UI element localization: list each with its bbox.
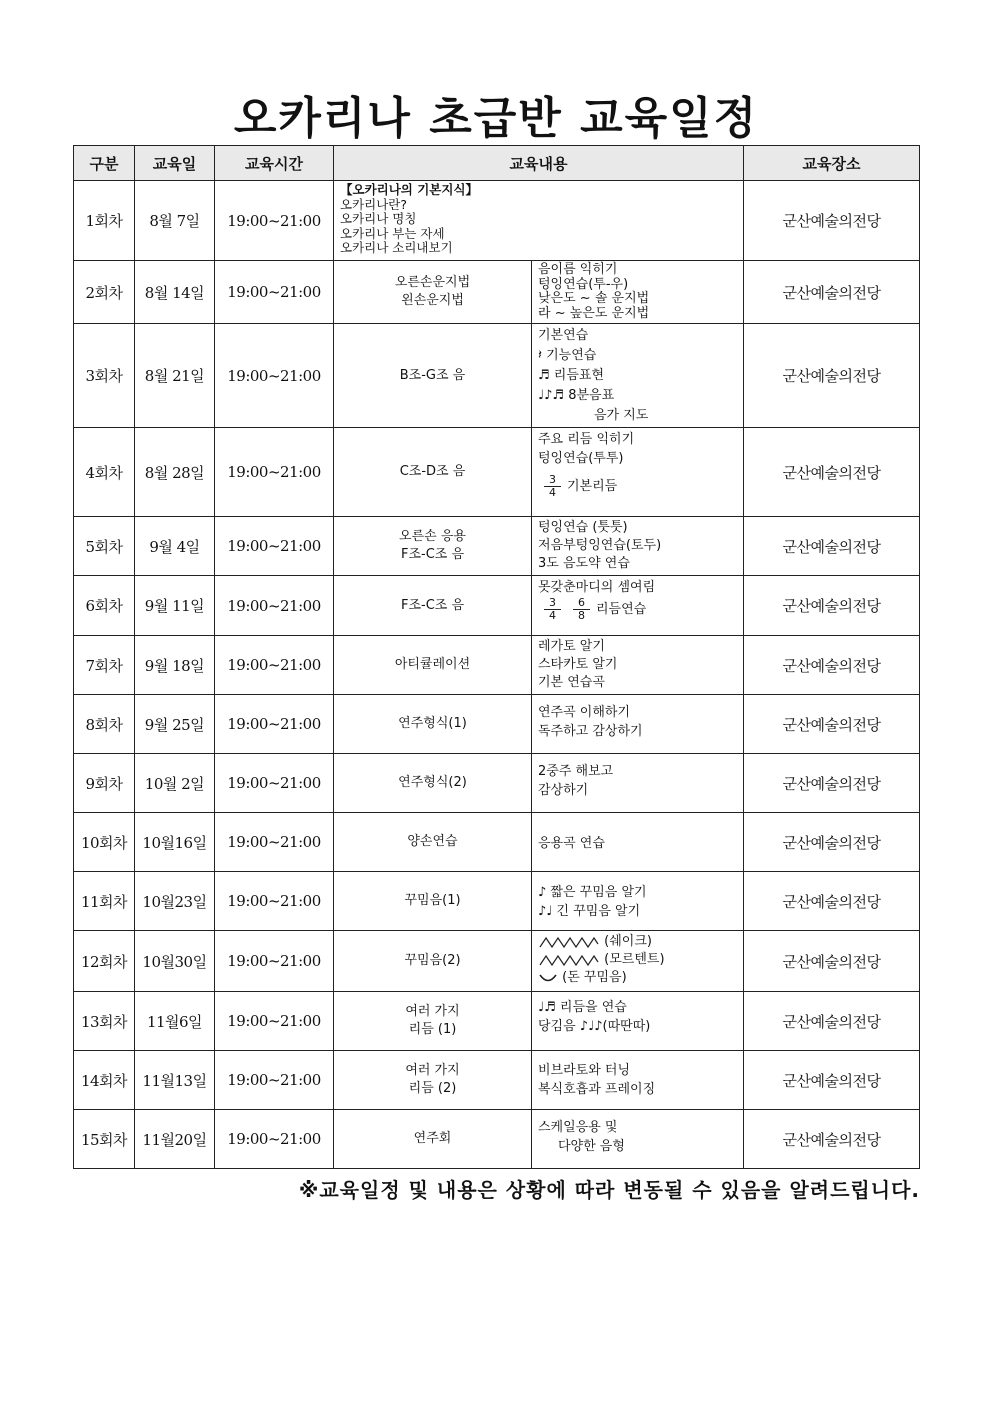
session-number: 7회차	[74, 636, 135, 695]
content-line: 오카리나 소리내보기	[340, 240, 453, 255]
session-number: 2회차	[74, 261, 135, 324]
time-signature	[544, 474, 561, 499]
session-time: 19:00~21:00	[215, 181, 334, 261]
detail-line: 라 ~ 높은도 운지법	[538, 305, 650, 321]
table-row	[74, 324, 920, 428]
detail-line: 레가토 알기	[538, 639, 605, 654]
topic-line: 양손연습	[407, 834, 458, 849]
session-date: 8월 7일	[135, 181, 215, 261]
table-header-row	[74, 146, 920, 181]
detail-line: 저음부텅잉연습(토두)	[538, 538, 662, 553]
content-line: 오카리나 부는 자세	[340, 225, 445, 241]
content-line: 오카리나 명칭	[340, 211, 417, 226]
detail-line: 기본연습	[538, 328, 589, 343]
session-topic	[334, 813, 532, 872]
session-time: 19:00~21:00	[215, 324, 334, 428]
session-time: 19:00~21:00	[215, 695, 334, 754]
detail-line: 감상하기	[538, 783, 589, 798]
table-row	[74, 1051, 920, 1110]
detail-line	[538, 951, 739, 969]
session-topic	[334, 931, 532, 992]
session-topic	[334, 517, 532, 576]
session-number: 3회차	[74, 324, 135, 428]
session-number: 9회차	[74, 754, 135, 813]
detail-line: 텅잉연습(투-우)	[538, 276, 629, 292]
time-signature-top: 3	[544, 474, 561, 487]
session-time: 19:00~21:00	[215, 261, 334, 324]
session-place: 군산예술의전당	[744, 324, 920, 428]
session-date: 8월 21일	[135, 324, 215, 428]
page-title: 오카리나 초급반 교육일정	[233, 93, 759, 144]
session-topic	[334, 1051, 532, 1110]
session-date: 8월 28일	[135, 428, 215, 517]
topic-line: 여러 가지	[405, 1004, 460, 1019]
session-date: 11월13일	[135, 1051, 215, 1110]
topic-line: 리듬 (2)	[408, 1081, 457, 1096]
topic-line: F조-C조 음	[400, 597, 465, 613]
session-topic	[334, 428, 532, 517]
table-row	[74, 992, 920, 1051]
topic-line: B조-G조 음	[399, 367, 466, 383]
topic-line: 리듬 (1)	[408, 1022, 457, 1037]
session-number: 6회차	[74, 576, 135, 636]
session-date: 10월23일	[135, 872, 215, 931]
time-signature-bottom: 4	[549, 486, 556, 499]
session-time: 19:00~21:00	[215, 872, 334, 931]
session-place: 군산예술의전당	[744, 181, 920, 261]
table-row	[74, 1110, 920, 1169]
detail-line: 기본 연습곡	[538, 675, 605, 690]
session-detail	[532, 872, 744, 931]
session-time: 19:00~21:00	[215, 992, 334, 1051]
detail-line: 복식호흡과 프레이징	[538, 1082, 656, 1097]
schedule-table	[73, 145, 920, 1169]
session-content	[334, 181, 744, 261]
session-number: 12회차	[74, 931, 135, 992]
session-place: 군산예술의전당	[744, 261, 920, 324]
session-place: 군산예술의전당	[744, 428, 920, 517]
detail-line: ♪♩ 긴 꾸밈음 알기	[538, 904, 641, 919]
session-time: 19:00~21:00	[215, 636, 334, 695]
session-place: 군산예술의전당	[744, 872, 920, 931]
time-signature	[544, 597, 561, 622]
shake-ornament-icon	[538, 935, 600, 949]
topic-line: 여러 가지	[405, 1063, 460, 1078]
detail-text: 리듬연습	[596, 602, 647, 617]
header-category: 구분	[74, 146, 135, 181]
session-time: 19:00~21:00	[215, 517, 334, 576]
session-time: 19:00~21:00	[215, 428, 334, 517]
session-number: 1회차	[74, 181, 135, 261]
detail-line: 음가 지도	[594, 408, 649, 423]
detail-line: ♬ 리듬표현	[538, 368, 605, 383]
session-detail	[532, 1110, 744, 1169]
detail-line: ♪ 짧은 꾸밈음 알기	[538, 885, 647, 900]
detail-line	[538, 474, 739, 499]
footer-note: ※교육일정 및 내용은 상황에 따라 변동될 수 있음을 알려드립니다.	[298, 1178, 920, 1202]
header-content: 교육내용	[334, 146, 744, 181]
session-time: 19:00~21:00	[215, 754, 334, 813]
topic-line: 연주회	[413, 1131, 452, 1146]
session-place: 군산예술의전당	[744, 992, 920, 1051]
topic-line: 연주형식(2)	[398, 775, 467, 790]
session-topic	[334, 324, 532, 428]
detail-line: 2중주 해보고	[538, 764, 614, 779]
session-date: 9월 4일	[135, 517, 215, 576]
topic-line: 오른손 응용	[399, 529, 466, 544]
table-row	[74, 428, 920, 517]
header-time: 교육시간	[215, 146, 334, 181]
mordent-icon	[538, 953, 600, 967]
time-signature-bottom: 8	[578, 609, 585, 622]
session-number: 5회차	[74, 517, 135, 576]
detail-line: 못갖춘마디의 셈여림	[538, 580, 656, 595]
session-place: 군산예술의전당	[744, 576, 920, 636]
header-place: 교육장소	[744, 146, 920, 181]
session-place: 군산예술의전당	[744, 517, 920, 576]
session-detail	[532, 261, 744, 324]
detail-line: 𝄽 기능연습	[538, 348, 597, 363]
detail-line: 독주하고 감상하기	[538, 724, 643, 739]
session-detail	[532, 324, 744, 428]
session-place: 군산예술의전당	[744, 754, 920, 813]
content-heading: 【오카리나의 기본지식】	[340, 182, 479, 197]
session-place: 군산예술의전당	[744, 1110, 920, 1169]
session-time: 19:00~21:00	[215, 576, 334, 636]
time-signature-bottom: 4	[549, 609, 556, 622]
table-row	[74, 181, 920, 261]
session-topic	[334, 872, 532, 931]
session-number: 10회차	[74, 813, 135, 872]
session-detail	[532, 428, 744, 517]
header-date: 교육일	[135, 146, 215, 181]
table-row	[74, 695, 920, 754]
session-number: 4회차	[74, 428, 135, 517]
table-row	[74, 576, 920, 636]
session-date: 9월 18일	[135, 636, 215, 695]
topic-line: 연주형식(1)	[398, 716, 467, 731]
detail-line: ♩♬ 리듬을 연습	[538, 1000, 627, 1015]
session-date: 10월 2일	[135, 754, 215, 813]
detail-line: 주요 리듬 익히기	[538, 432, 635, 447]
detail-line: ♩♪♬ 8분음표	[538, 388, 615, 403]
detail-line: 3도 음도약 연습	[538, 556, 630, 571]
session-date: 10월30일	[135, 931, 215, 992]
session-place: 군산예술의전당	[744, 1051, 920, 1110]
detail-line: 스케일응용 및	[538, 1120, 618, 1135]
session-date: 10월16일	[135, 813, 215, 872]
session-topic	[334, 695, 532, 754]
session-date: 9월 25일	[135, 695, 215, 754]
turn-ornament-icon	[538, 972, 558, 984]
session-place: 군산예술의전당	[744, 695, 920, 754]
detail-line	[538, 933, 739, 951]
session-detail	[532, 1051, 744, 1110]
session-detail	[532, 754, 744, 813]
detail-line: 음이름 익히기	[538, 262, 618, 277]
detail-line: 다양한 음형	[558, 1139, 625, 1154]
detail-line: 텅잉연습 (툿툿)	[538, 520, 628, 535]
detail-line: 텅잉연습(투투)	[538, 451, 624, 466]
session-detail	[532, 517, 744, 576]
detail-text: (쉐이크)	[604, 934, 652, 949]
table-row	[74, 636, 920, 695]
detail-text: 기본리듬	[567, 479, 618, 494]
detail-line	[538, 597, 739, 622]
time-signature-top: 3	[544, 597, 561, 610]
session-date: 8월 14일	[135, 261, 215, 324]
session-detail	[532, 992, 744, 1051]
session-number: 13회차	[74, 992, 135, 1051]
detail-line	[538, 969, 739, 987]
topic-line: 왼손운지법	[401, 293, 464, 308]
table-row	[74, 754, 920, 813]
session-topic	[334, 992, 532, 1051]
session-time: 19:00~21:00	[215, 1051, 334, 1110]
session-detail	[532, 576, 744, 636]
session-topic	[334, 754, 532, 813]
table-row	[74, 872, 920, 931]
time-signature	[573, 597, 590, 622]
detail-line: 낮은도 ~ 솔 운지법	[538, 291, 650, 306]
session-topic	[334, 576, 532, 636]
session-detail	[532, 813, 744, 872]
detail-line: 스타카토 알기	[538, 657, 618, 672]
topic-line: F조-C조 음	[400, 547, 465, 562]
session-place: 군산예술의전당	[744, 636, 920, 695]
session-topic	[334, 636, 532, 695]
table-row	[74, 517, 920, 576]
session-topic	[334, 261, 532, 324]
content-line: 오카리나란?	[340, 196, 408, 212]
detail-line: 당김음 ♪♩♪(따딴따)	[538, 1019, 651, 1034]
session-detail	[532, 931, 744, 992]
session-detail	[532, 636, 744, 695]
session-number: 11회차	[74, 872, 135, 931]
detail-text: (돈 꾸밈음)	[562, 970, 627, 985]
detail-text: (모르텐트)	[604, 952, 665, 967]
table-row	[74, 931, 920, 992]
session-date: 11월6일	[135, 992, 215, 1051]
session-time: 19:00~21:00	[215, 931, 334, 992]
topic-line: C조-D조 음	[399, 464, 466, 479]
session-number: 15회차	[74, 1110, 135, 1169]
session-topic	[334, 1110, 532, 1169]
topic-line: 꾸밈음(1)	[404, 893, 461, 908]
session-date: 9월 11일	[135, 576, 215, 636]
detail-line: 응용곡 연습	[538, 835, 605, 851]
session-detail	[532, 695, 744, 754]
table-row	[74, 261, 920, 324]
topic-line: 아티큘레이션	[394, 657, 471, 672]
detail-line: 연주곡 이해하기	[538, 705, 631, 720]
session-time: 19:00~21:00	[215, 1110, 334, 1169]
session-place: 군산예술의전당	[744, 931, 920, 992]
session-number: 14회차	[74, 1051, 135, 1110]
table-row	[74, 813, 920, 872]
session-place: 군산예술의전당	[744, 813, 920, 872]
session-number: 8회차	[74, 695, 135, 754]
session-date: 11월20일	[135, 1110, 215, 1169]
detail-line: 비브라토와 터닝	[538, 1063, 631, 1078]
session-time: 19:00~21:00	[215, 813, 334, 872]
topic-line: 꾸밈음(2)	[404, 953, 461, 968]
topic-line: 오른손운지법	[394, 275, 471, 290]
time-signature-top: 6	[573, 597, 590, 610]
